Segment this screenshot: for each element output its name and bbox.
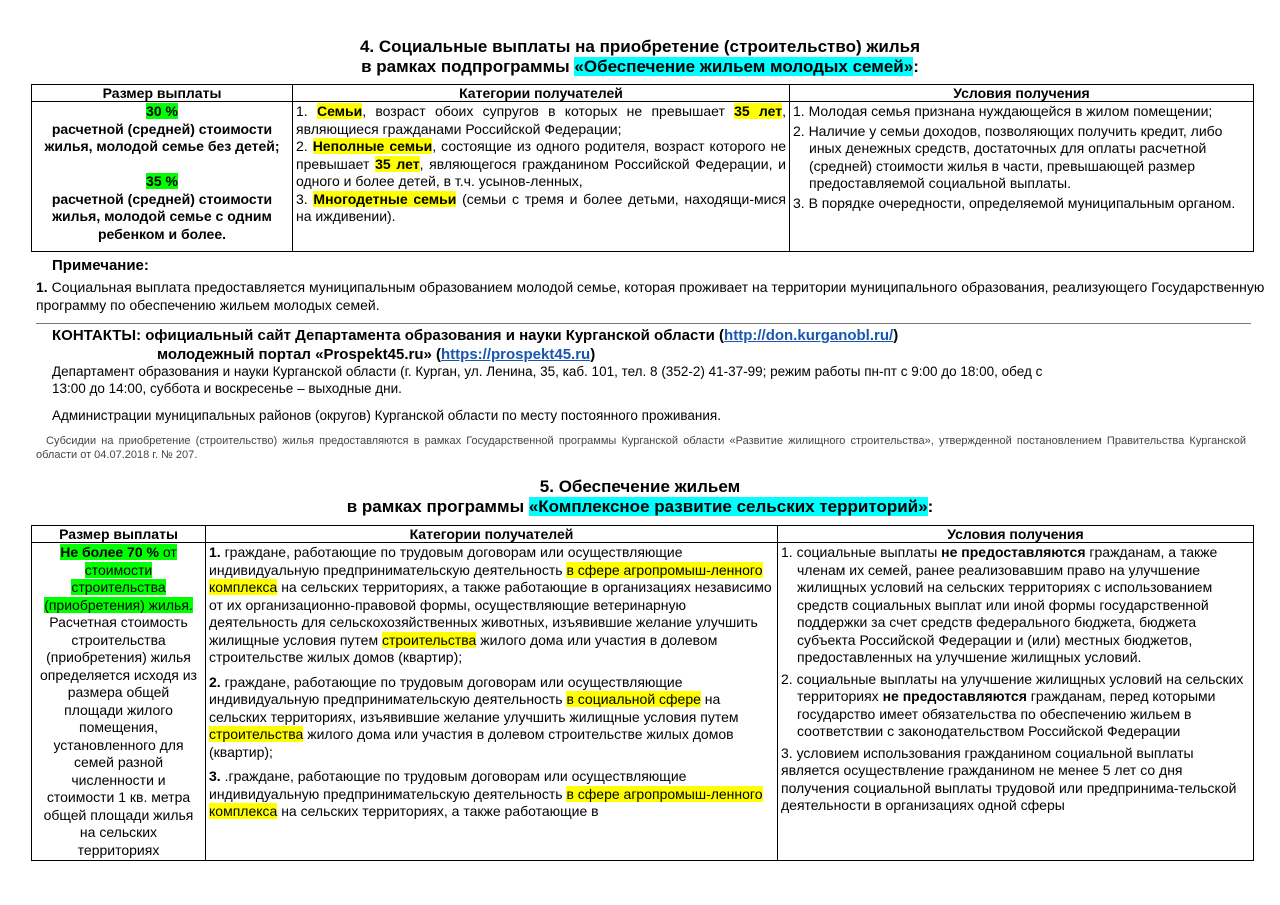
section4-table xyxy=(31,84,1254,252)
header-categories: Категории получателей xyxy=(206,526,778,543)
note-text: 1. Социальная выплата предоставляется муниципальным образованием молодой семье, которая проживает на территории муниципального образования, реализующего Государственную программу по обеспечению жильем молодых семей. xyxy=(36,279,1265,313)
list-item: 3. условием использования гражданином социальной выплаты является осуществление гражданином не менее 5 лет со дня получения социальной выплаты трудовой или предпринима-тельской деятельности в организациях одной сферы xyxy=(781,744,1237,813)
header-payment-size: Размер выплаты xyxy=(32,526,206,543)
subsidies-note: Субсидии на приобретение (строительство) жилья предоставляются в рамках Государственной программы Курганской области «Развитие жилищного строительства», утвержденной постановлением Правительства Курганской области от 04.07.2018 г. № 207. xyxy=(36,435,1246,461)
list-item: 1. Молодая семья признана нуждающейся в жилом помещении; xyxy=(793,103,1213,119)
conditions-cell xyxy=(778,543,1254,861)
divider xyxy=(36,323,1251,324)
categories-cell xyxy=(293,102,790,252)
list-item: 1. Семьи, возраст обоих супругов в которых не превышает 35 лет, являющиеся гражданами Российской Федерации; xyxy=(296,103,786,137)
don-website-link[interactable]: http://don.kurganobl.ru/ xyxy=(724,327,894,344)
conditions-cell xyxy=(790,102,1254,252)
section5-title-line1: 5. Обеспечение жильем xyxy=(539,477,741,496)
list-item: 3. В порядке очередности, определяемой муниципальным органом. xyxy=(793,194,1236,211)
payment-max-pct: Не более 70 % от стоимости строительства (приобретения) жилья. xyxy=(44,544,193,613)
note-heading: Примечание: xyxy=(52,257,149,274)
table-header-row xyxy=(32,526,1254,543)
payment-text-35: расчетной (средней) стоимости жилья, молодой семье с одним ребенком и более. xyxy=(51,190,273,242)
section4-title-line2: в рамках подпрограммы «Обеспечение жильем молодых семей»: xyxy=(361,57,919,76)
portal-line: молодежный портал «Prospekt45.ru» (https://prospekt45.ru) xyxy=(157,346,596,363)
table-row xyxy=(32,543,1254,861)
payment-calculation-text: Расчетная стоимость строительства (приобретения) жилья определяется исходя из размера общей площади жилого помещения, установленного для семей разной численности и стоимости 1 кв. метра общей площади жилья на сельских территориях xyxy=(40,614,197,858)
header-categories: Категории получателей xyxy=(293,85,790,102)
section4-program-name: «Обеспечение жильем молодых семей» xyxy=(574,57,914,76)
payment-text-30: расчетной (средней) стоимости жилья, молодой семье без детей; xyxy=(44,120,280,154)
table-row xyxy=(32,102,1254,252)
header-conditions: Условия получения xyxy=(790,85,1254,102)
list-item: 2. Наличие у семьи доходов, позволяющих получить кредит, либо иных денежных средств, достаточных для оплаты расчетной (средней) стоимости жилья в части, превышающей размер предоставляемой социальной выплаты. xyxy=(793,122,1223,191)
list-item: 3. Многодетные семьи (семьи с тремя и более детьми, находящи-мися на иждивении). xyxy=(296,190,787,224)
list-item: 1. граждане, работающие по трудовым договорам или осуществляющие индивидуальную предпринимательскую деятельность в сфере агропромыш-ленного комплекса на сельских территориях, а также работающие в организациях независимо от их организационно-правовой формы, осуществляющие ветеринарную деятельность для сельскохозяйственных животных, изъявившие желание улучшить жилищные условия путем строительства жилого дома или участия в долевом строительстве жилых домов (квартир); xyxy=(209,544,772,665)
header-payment-size: Размер выплаты xyxy=(32,85,293,102)
list-item: 2. социальные выплаты на улучшение жилищных условий на сельских территориях не предоставляются гражданам, перед которыми государство имеет обязательства по обеспечению жильем в соответствии с законодательством Российской Федерации xyxy=(781,670,1244,739)
payment-pct-30: 30 % xyxy=(146,103,178,119)
administrations-note: Администрации муниципальных районов (округов) Курганской области по месту постоянного проживания. xyxy=(52,408,721,423)
payment-size-cell xyxy=(32,543,206,861)
section5-program-name: «Комплексное развитие сельских территорий» xyxy=(528,497,928,516)
department-contacts: Департамент образования и науки Курганской области (г. Курган, ул. Ленина, 35, каб. 101, тел. 8 (352-2) 41-37-99; режим работы пн-пт с 9:00 до 18:00, обед с 13:00 до 14:00, суббота и воскресенье – выходные дни. xyxy=(52,364,1043,396)
list-item: 2. граждане, работающие по трудовым договорам или осуществляющие индивидуальную предпринимательскую деятельность в социальной сфере на сельских территориях, изъявившие желание улучшить жилищные условия путем строительства жилого дома или участия в долевом строительстве жилых домов (квартир); xyxy=(209,673,739,760)
list-item: 3. .граждане, работающие по трудовым договорам или осуществляющие индивидуальную предпринимательскую деятельность в сфере агропромыш-ленного комплекса на сельских территориях, а также работающие в xyxy=(209,768,763,819)
prospekt45-link[interactable]: https://prospekt45.ru xyxy=(441,346,591,363)
section5-title-line2: в рамках программы «Комплексное развитие сельских территорий»: xyxy=(346,497,934,516)
list-item: 2. Неполные семьи, состоящие из одного родителя, возраст которого не превышает 35 лет, являющегося гражданином Российской Федерации, и одного и более детей, в т.ч. усынов-ленных, xyxy=(296,138,787,189)
list-item: 1. социальные выплаты не предоставляются гражданам, а также членам их семей, ранее реализовавшим право на улучшение жилищных условий на сельских территориях с использованием средств социальных выплат или иной формы государственной поддержки за счет средств федерального бюджета, бюджета субъекта Российской Федерации и (или) местных бюджетов, предоставленных на улучшение жилищных условий. xyxy=(781,544,1218,665)
section5-table xyxy=(31,525,1254,861)
section4-title-line1: 4. Социальные выплаты на приобретение (строительство) жилья xyxy=(359,37,921,56)
payment-size-cell xyxy=(32,102,293,252)
header-conditions: Условия получения xyxy=(778,526,1254,543)
payment-pct-35: 35 % xyxy=(146,173,178,189)
contacts-line: КОНТАКТЫ: официальный сайт Департамента образования и науки Курганской области (http://don.kurganobl.ru/) xyxy=(52,327,899,344)
categories-cell xyxy=(206,543,778,861)
table-header-row xyxy=(32,85,1254,102)
